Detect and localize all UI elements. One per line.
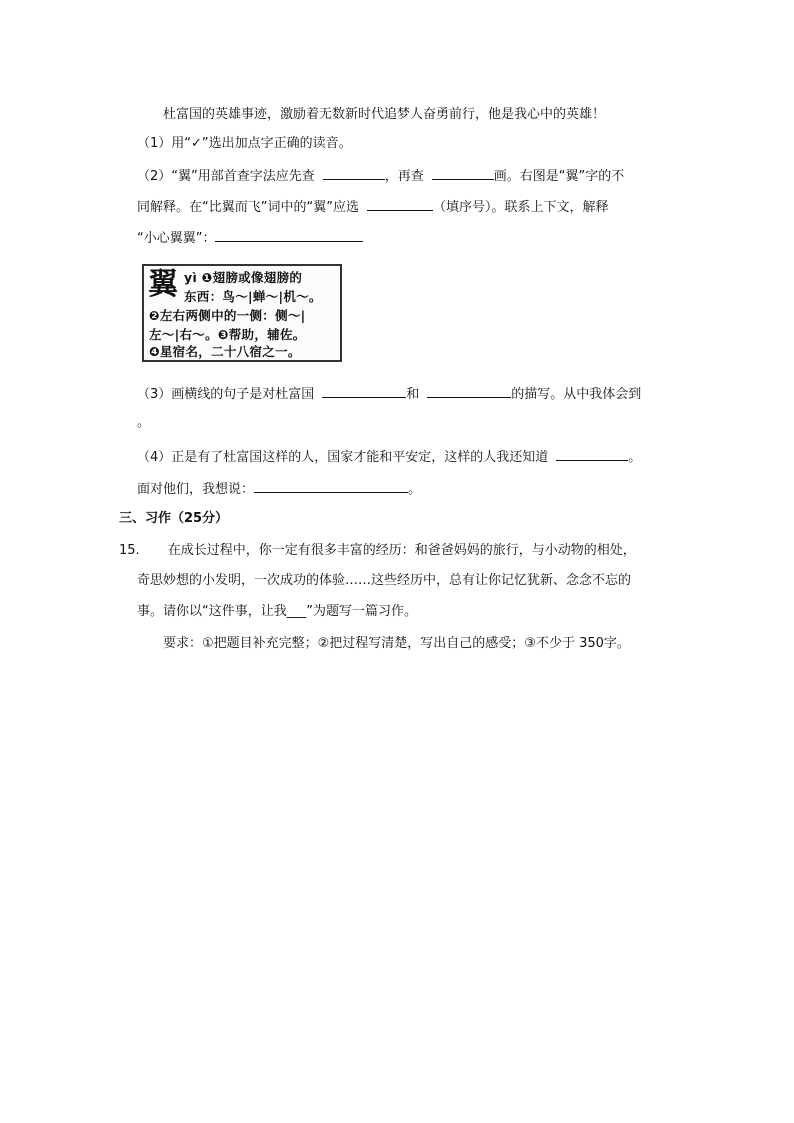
q4-text-a: （4）正是有了杜富国这样的人，国家才能和平安定，这样的人我还知道 [137, 450, 549, 465]
question-4-line-2 [137, 478, 421, 500]
question-4-line-1 [137, 446, 641, 468]
q3-text-b: 和 [406, 387, 420, 402]
dict-line-4: 左～|右～。❸帮助，辅佐。 [149, 327, 306, 342]
q3-text-c: 的描写。从中我体会到 [511, 387, 642, 402]
q2-text-b: ，再查 [384, 169, 424, 184]
dict-line-2: 东西：鸟～|蝉～|机～。 [184, 289, 322, 304]
question-15-line-3: 事。请你以“这件事，让我___”为题写一篇习作。 [137, 604, 417, 619]
answer-blank-description-2[interactable] [427, 383, 511, 398]
question-3-line-1 [137, 383, 641, 405]
intro-text: 杜富国的英雄事迹，激励着无数新时代追梦人奋勇前行，他是我心中的英雄！ [163, 107, 606, 122]
answer-blank-strokes[interactable] [432, 165, 494, 180]
q15-number: 15. [119, 543, 140, 558]
question-15-requirements: 要求：①把题目补充完整；②把过程写清楚，写出自己的感受；③不少于 350字。 [163, 636, 630, 651]
question-3-line-2: 。 [137, 415, 151, 430]
q4-text-d: 。 [408, 482, 422, 497]
q2-text-d: 同解释。在“比翼而飞”词中的“翼”应选 [137, 200, 359, 215]
q2-text-a: （2）“翼”用部首查字法应先查 [137, 169, 315, 184]
answer-blank-explain[interactable] [215, 227, 363, 242]
question-2-line-1 [137, 165, 624, 187]
q15-text-1: 在成长过程中，你一定有很多丰富的经历：和爸爸妈妈的旅行，与小动物的相处， [167, 543, 636, 558]
section-heading: 三、习作（25分） [119, 511, 229, 526]
dict-line-1: yì ❶翅膀或像翅膀的 [184, 270, 303, 285]
dictionary-entry-image [142, 264, 342, 362]
answer-blank-radical[interactable] [323, 165, 385, 180]
question-2-line-3 [137, 227, 363, 249]
q2-text-f: “小心翼翼”： [137, 231, 216, 246]
dict-line-3: ❷左右两侧中的一侧：侧～| [149, 308, 306, 323]
question-15-line-2: 奇思妙想的小发明，一次成功的体验……这些经历中，总有让你记忆犹新、念念不忘的 [137, 573, 632, 588]
q4-text-c: 面对他们，我想说： [137, 482, 255, 497]
answer-blank-description-1[interactable] [322, 383, 406, 398]
q2-text-c: 画。右图是“翼”字的不 [493, 169, 625, 184]
answer-blank-other-people[interactable] [556, 446, 628, 461]
question-2-line-2 [137, 196, 608, 218]
answer-blank-want-to-say[interactable] [254, 478, 408, 493]
dict-character: 翼 [148, 267, 178, 302]
dict-line-5: ❹星宿名，二十八宿之一。 [149, 344, 301, 359]
q3-text-a: （3）画横线的句子是对杜富国 [137, 387, 315, 402]
question-15-line-1 [119, 541, 636, 561]
q2-text-e: （填序号）。联系上下文，解释 [432, 200, 609, 215]
answer-blank-meaning-number[interactable] [367, 196, 433, 211]
question-1: （1）用“✓”选出加点字正确的读音。 [137, 136, 352, 151]
q4-text-b: 。 [628, 450, 642, 465]
